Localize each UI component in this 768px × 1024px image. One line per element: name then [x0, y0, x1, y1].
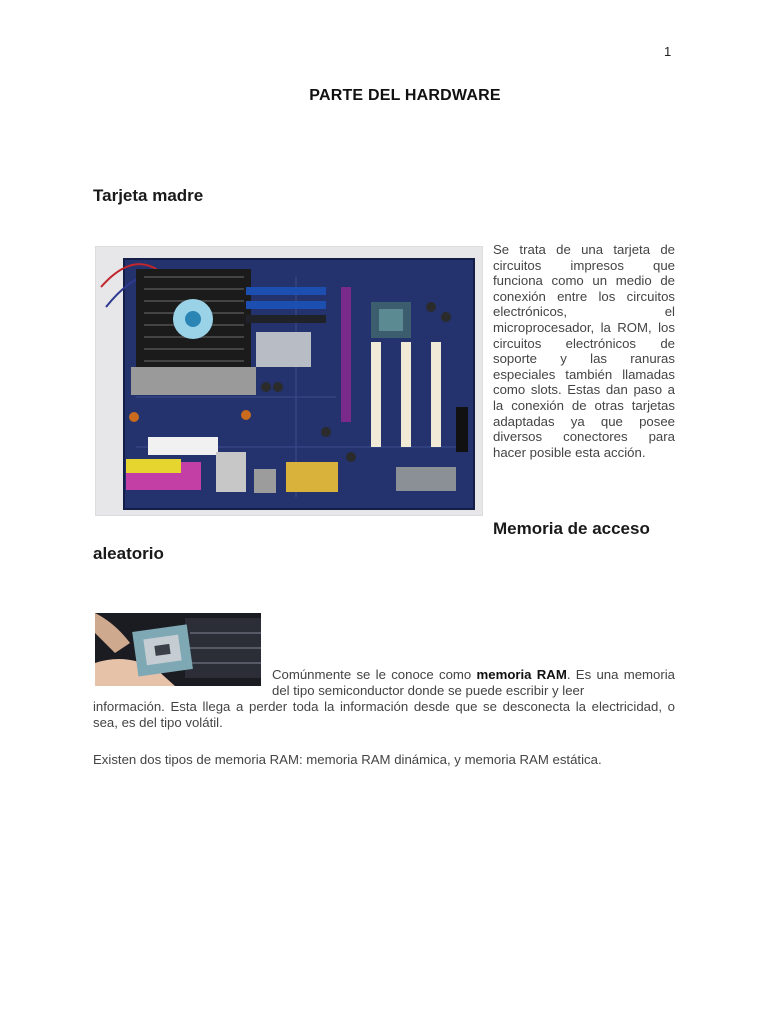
processor-chip-image [95, 613, 261, 686]
motherboard-image [95, 246, 483, 516]
section-heading-memoria-line2: aleatorio [93, 544, 164, 563]
document-title: PARTE DEL HARDWARE [309, 87, 501, 104]
section-heading-memoria-line1: Memoria de acceso [493, 519, 650, 538]
tarjeta-madre-paragraph: Se trata de una tarjeta de circuitos impresos que funciona como un medio de conexión entre los circuitos electrónicos, el microprocesador, la ROM, los circuitos electrónicos de soporte y las ranuras especiales también llamadas como slots. Estas dan paso a la conexión de otras tarjetas adaptadas ya que posee diversos conectores para hacer posible esta acción. [493, 242, 675, 460]
ram-types-paragraph: Existen dos tipos de memoria RAM: memoria RAM dinámica, y memoria RAM estática. [93, 752, 602, 767]
memoria-paragraph-first-line: Comúnmente se le conoce como memoria RAM. Es una memoria del tipo semiconductor donde se puede escribir y leer [272, 667, 676, 698]
memoria-paragraph-continuation: información. Esta llega a perder toda la información desde que se desconecta la electricidad, o sea, es del tipo volátil. [93, 699, 675, 730]
section-heading-tarjeta-madre: Tarjeta madre [93, 186, 204, 205]
memoria-ram-bold: memoria RAM [476, 667, 567, 682]
page-number: 1 [664, 44, 672, 59]
